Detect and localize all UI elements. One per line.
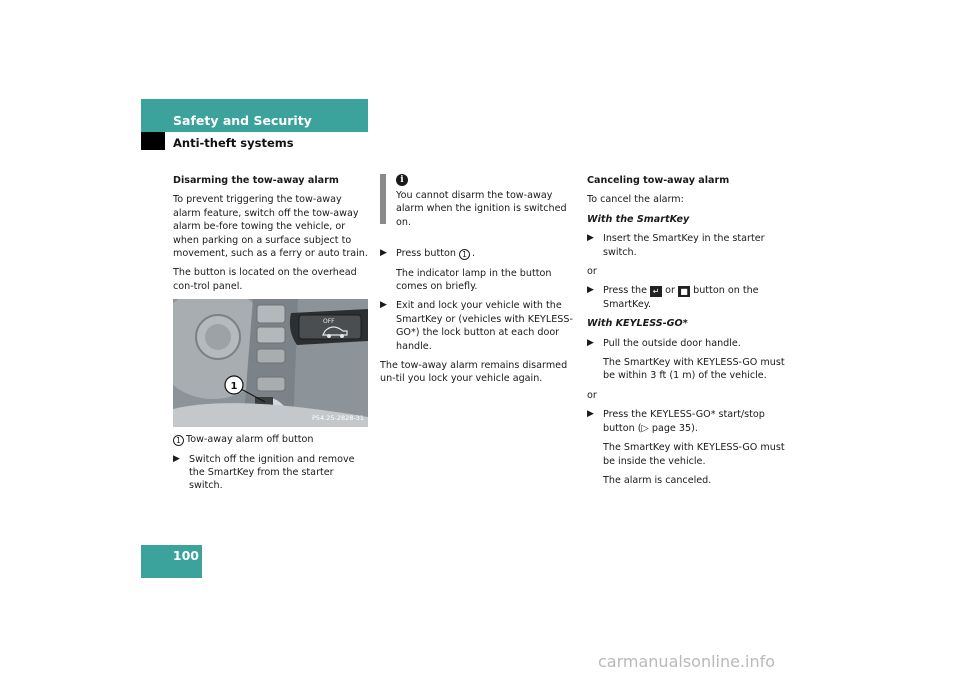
bullet-step xyxy=(380,247,576,260)
bullet-text: Pull the outside door handle. xyxy=(603,337,741,349)
bullet-arrow-icon: ▶ xyxy=(380,300,387,311)
or-text: or xyxy=(587,389,597,401)
section-title: Safety and Security xyxy=(173,113,312,128)
bullet-text-end: button on the SmartKey. xyxy=(603,285,759,310)
page-number: 100 xyxy=(172,548,199,563)
step-detail: The alarm is canceled. xyxy=(603,474,712,486)
info-note-bar xyxy=(380,174,386,224)
bullet-text: Switch off the ignition and remove the SmartKey from the starter switch. xyxy=(189,453,355,492)
bullet-arrow-icon: ▶ xyxy=(587,285,594,296)
column-3 xyxy=(587,174,785,493)
column-1 xyxy=(173,174,369,499)
step-detail: The SmartKey with KEYLESS-GO must be within 3 ft (1 m) of the vehicle. xyxy=(603,357,785,382)
heading-disarming: Disarming the tow-away alarm xyxy=(173,175,339,186)
or-text: or xyxy=(587,266,597,278)
bullet-text: Press button xyxy=(396,248,456,260)
paragraph: The button is located on the overhead con-trol panel. xyxy=(173,267,357,292)
heading-canceling: Canceling tow-away alarm xyxy=(587,175,730,186)
bullet-step xyxy=(173,453,369,493)
bullet-step xyxy=(587,284,785,311)
bullet-text: Exit and lock your vehicle with the SmartKey or (vehicles with KEYLESS-GO*) the lock button at each door handle. xyxy=(396,300,573,352)
paragraph: To prevent triggering the tow-away alarm feature, switch off the tow-away alarm be-fore towing the vehicle, or when parking on a surface subject to movement, such as a ferry or auto train. xyxy=(173,194,368,260)
bullet-text: Press the KEYLESS-GO* start/stop button (▷ page 35). xyxy=(603,409,765,434)
unlock-icon: ↵ xyxy=(650,286,662,297)
bullet-text: Press the xyxy=(603,285,648,297)
bullet-text-or: or xyxy=(665,285,675,297)
step-detail: The SmartKey with KEYLESS-GO must be inside the vehicle. xyxy=(603,442,785,467)
photo-caption xyxy=(173,433,369,446)
column-2 xyxy=(380,174,576,392)
bullet-text: Insert the SmartKey in the starter switch. xyxy=(603,233,765,258)
overhead-panel-illustration xyxy=(173,299,368,427)
photo-callout-1: 1 xyxy=(230,381,238,393)
footer-watermark[interactable]: carmanualsonline.info xyxy=(598,652,776,671)
paragraph: To cancel the alarm: xyxy=(587,194,684,206)
caption-text: Tow-away alarm off button xyxy=(186,434,314,446)
bullet-arrow-icon: ▶ xyxy=(587,409,594,420)
bullet-arrow-icon: ▶ xyxy=(173,453,180,464)
bullet-arrow-icon: ▶ xyxy=(587,233,594,244)
bullet-arrow-icon: ▶ xyxy=(587,337,594,348)
callout-number: 1 xyxy=(459,249,470,260)
paragraph: The tow-away alarm remains disarmed un-til you lock your vehicle again. xyxy=(380,360,568,385)
bullet-text-end: . xyxy=(472,248,476,260)
subheading-keyless-go: With KEYLESS-GO* xyxy=(587,318,688,330)
overhead-panel-photo xyxy=(173,299,368,427)
subsection-title: Anti-theft systems xyxy=(173,136,294,150)
bullet-arrow-icon: ▶ xyxy=(380,248,387,259)
callout-number: 1 xyxy=(173,435,184,446)
step-detail: The indicator lamp in the button comes on briefly. xyxy=(396,267,552,293)
bullet-step xyxy=(587,232,785,259)
info-icon: i xyxy=(396,174,408,186)
panel-off-label: OFF xyxy=(323,318,335,326)
lock-icon: ■ xyxy=(678,286,690,297)
photo-reference-code: P54.25-2828-31 xyxy=(311,413,364,422)
bullet-step xyxy=(587,337,785,350)
bullet-step xyxy=(380,299,576,353)
subheading-smartkey: With the SmartKey xyxy=(587,213,690,225)
info-note xyxy=(380,174,576,229)
subsection-marker xyxy=(141,132,165,150)
bullet-step xyxy=(587,408,785,435)
info-text: You cannot disarm the tow-away alarm when the ignition is switched on. xyxy=(396,190,567,228)
